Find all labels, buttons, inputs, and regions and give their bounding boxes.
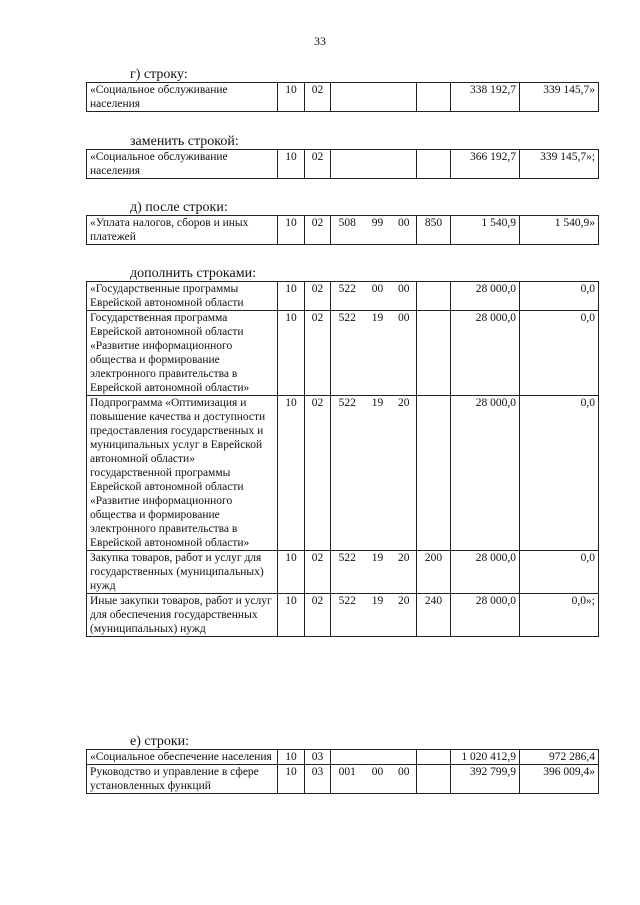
cell-vr — [417, 396, 451, 551]
table-row — [87, 216, 599, 245]
cell-cs1: 522 — [331, 311, 364, 396]
cell-cs3: 00 — [392, 765, 417, 794]
cell-sum1: 1 540,9 — [451, 216, 520, 245]
row-name: Подпрограмма «Оптимизация и повышение качества и доступности предоставления государственных и муниципальных услуг в Еврейской автономной области» государственной программы Еврейской автономной области «Развитие информационного общества и формирование электронного правительства в Еврейской автономной области» — [87, 396, 278, 551]
cell-pr: 02 — [305, 594, 331, 637]
cell-sum2: 0,0 — [520, 551, 599, 594]
cell-vr — [417, 311, 451, 396]
cell-sum1: 366 192,7 — [451, 150, 520, 179]
cell-vr: 850 — [417, 216, 451, 245]
cell-cs3: 20 — [392, 594, 417, 637]
table-section-g — [86, 82, 599, 112]
cell-cs3: 00 — [392, 282, 417, 311]
cell-cs — [331, 83, 417, 112]
table-row — [87, 765, 599, 794]
table-row — [87, 150, 599, 179]
table-section-replace — [86, 149, 599, 179]
cell-pr: 02 — [305, 216, 331, 245]
cell-cs2: 99 — [364, 216, 392, 245]
cell-rz: 10 — [278, 282, 305, 311]
row-name: Иные закупки товаров, работ и услуг для обеспечения государственных (муниципальных) нужд — [87, 594, 278, 637]
cell-sum1: 28 000,0 — [451, 396, 520, 551]
table-section-append — [86, 281, 599, 637]
section-heading-replace: заменить строкой: — [130, 134, 239, 149]
cell-pr: 02 — [305, 551, 331, 594]
cell-pr: 02 — [305, 282, 331, 311]
cell-sum2: 1 540,9» — [520, 216, 599, 245]
row-name: «Уплата налогов, сборов и иных платежей — [87, 216, 278, 245]
cell-pr: 03 — [305, 765, 331, 794]
cell-cs1: 508 — [331, 216, 364, 245]
cell-pr: 02 — [305, 150, 331, 179]
cell-cs1: 522 — [331, 551, 364, 594]
cell-cs3: 20 — [392, 551, 417, 594]
cell-cs1: 522 — [331, 282, 364, 311]
cell-vr — [417, 83, 451, 112]
row-name: Закупка товаров, работ и услуг для государственных (муниципальных) нужд — [87, 551, 278, 594]
cell-vr: 240 — [417, 594, 451, 637]
cell-pr: 03 — [305, 750, 331, 765]
cell-cs1: 001 — [331, 765, 364, 794]
cell-cs1: 522 — [331, 594, 364, 637]
table-row — [87, 311, 599, 396]
cell-sum1: 28 000,0 — [451, 594, 520, 637]
cell-sum2: 0,0 — [520, 396, 599, 551]
cell-sum2: 339 145,7»; — [520, 150, 599, 179]
row-name: «Социальное обслуживание населения — [87, 83, 278, 112]
table-row — [87, 750, 599, 765]
cell-cs2: 00 — [364, 282, 392, 311]
cell-vr — [417, 282, 451, 311]
cell-sum1: 338 192,7 — [451, 83, 520, 112]
cell-cs3: 00 — [392, 311, 417, 396]
cell-sum2: 972 286,4 — [520, 750, 599, 765]
cell-cs2: 00 — [364, 765, 392, 794]
row-name: «Социальное обслуживание населения — [87, 150, 278, 179]
cell-cs2: 19 — [364, 311, 392, 396]
section-heading-e: е) строки: — [130, 734, 190, 749]
cell-sum1: 392 799,9 — [451, 765, 520, 794]
cell-sum2: 0,0»; — [520, 594, 599, 637]
row-name: Руководство и управление в сфере установленных функций — [87, 765, 278, 794]
cell-cs3: 20 — [392, 396, 417, 551]
cell-rz: 10 — [278, 396, 305, 551]
cell-rz: 10 — [278, 216, 305, 245]
cell-vr: 200 — [417, 551, 451, 594]
cell-pr: 02 — [305, 396, 331, 551]
cell-pr: 02 — [305, 311, 331, 396]
cell-sum2: 0,0 — [520, 282, 599, 311]
cell-sum1: 28 000,0 — [451, 551, 520, 594]
table-row — [87, 594, 599, 637]
cell-pr: 02 — [305, 83, 331, 112]
cell-cs — [331, 150, 417, 179]
cell-rz: 10 — [278, 150, 305, 179]
table-row — [87, 83, 599, 112]
cell-cs3: 00 — [392, 216, 417, 245]
cell-rz: 10 — [278, 83, 305, 112]
cell-rz: 10 — [278, 551, 305, 594]
table-section-e — [86, 749, 599, 794]
cell-sum2: 0,0 — [520, 311, 599, 396]
cell-vr — [417, 750, 451, 765]
cell-rz: 10 — [278, 594, 305, 637]
section-heading-append: дополнить строками: — [130, 266, 256, 281]
row-name: Государственная программа Еврейской автономной области «Развитие информационного общества и формирование электронного правительства в Еврейской автономной области» — [87, 311, 278, 396]
row-name: «Государственные программы Еврейской автономной области — [87, 282, 278, 311]
cell-sum1: 28 000,0 — [451, 311, 520, 396]
cell-sum1: 28 000,0 — [451, 282, 520, 311]
table-row — [87, 551, 599, 594]
table-row — [87, 396, 599, 551]
cell-cs — [331, 750, 417, 765]
cell-vr — [417, 150, 451, 179]
cell-rz: 10 — [278, 750, 305, 765]
cell-cs2: 19 — [364, 396, 392, 551]
table-row — [87, 282, 599, 311]
cell-sum1: 1 020 412,9 — [451, 750, 520, 765]
cell-cs2: 19 — [364, 594, 392, 637]
section-heading-g: г) строку: — [130, 67, 188, 82]
cell-cs1: 522 — [331, 396, 364, 551]
table-section-d — [86, 215, 599, 245]
row-name: «Социальное обеспечение населения — [87, 750, 278, 765]
cell-cs2: 19 — [364, 551, 392, 594]
section-heading-d: д) после строки: — [130, 200, 228, 215]
cell-vr — [417, 765, 451, 794]
page-number: 33 — [314, 34, 326, 48]
cell-sum2: 396 009,4» — [520, 765, 599, 794]
cell-rz: 10 — [278, 765, 305, 794]
cell-sum2: 339 145,7» — [520, 83, 599, 112]
cell-rz: 10 — [278, 311, 305, 396]
